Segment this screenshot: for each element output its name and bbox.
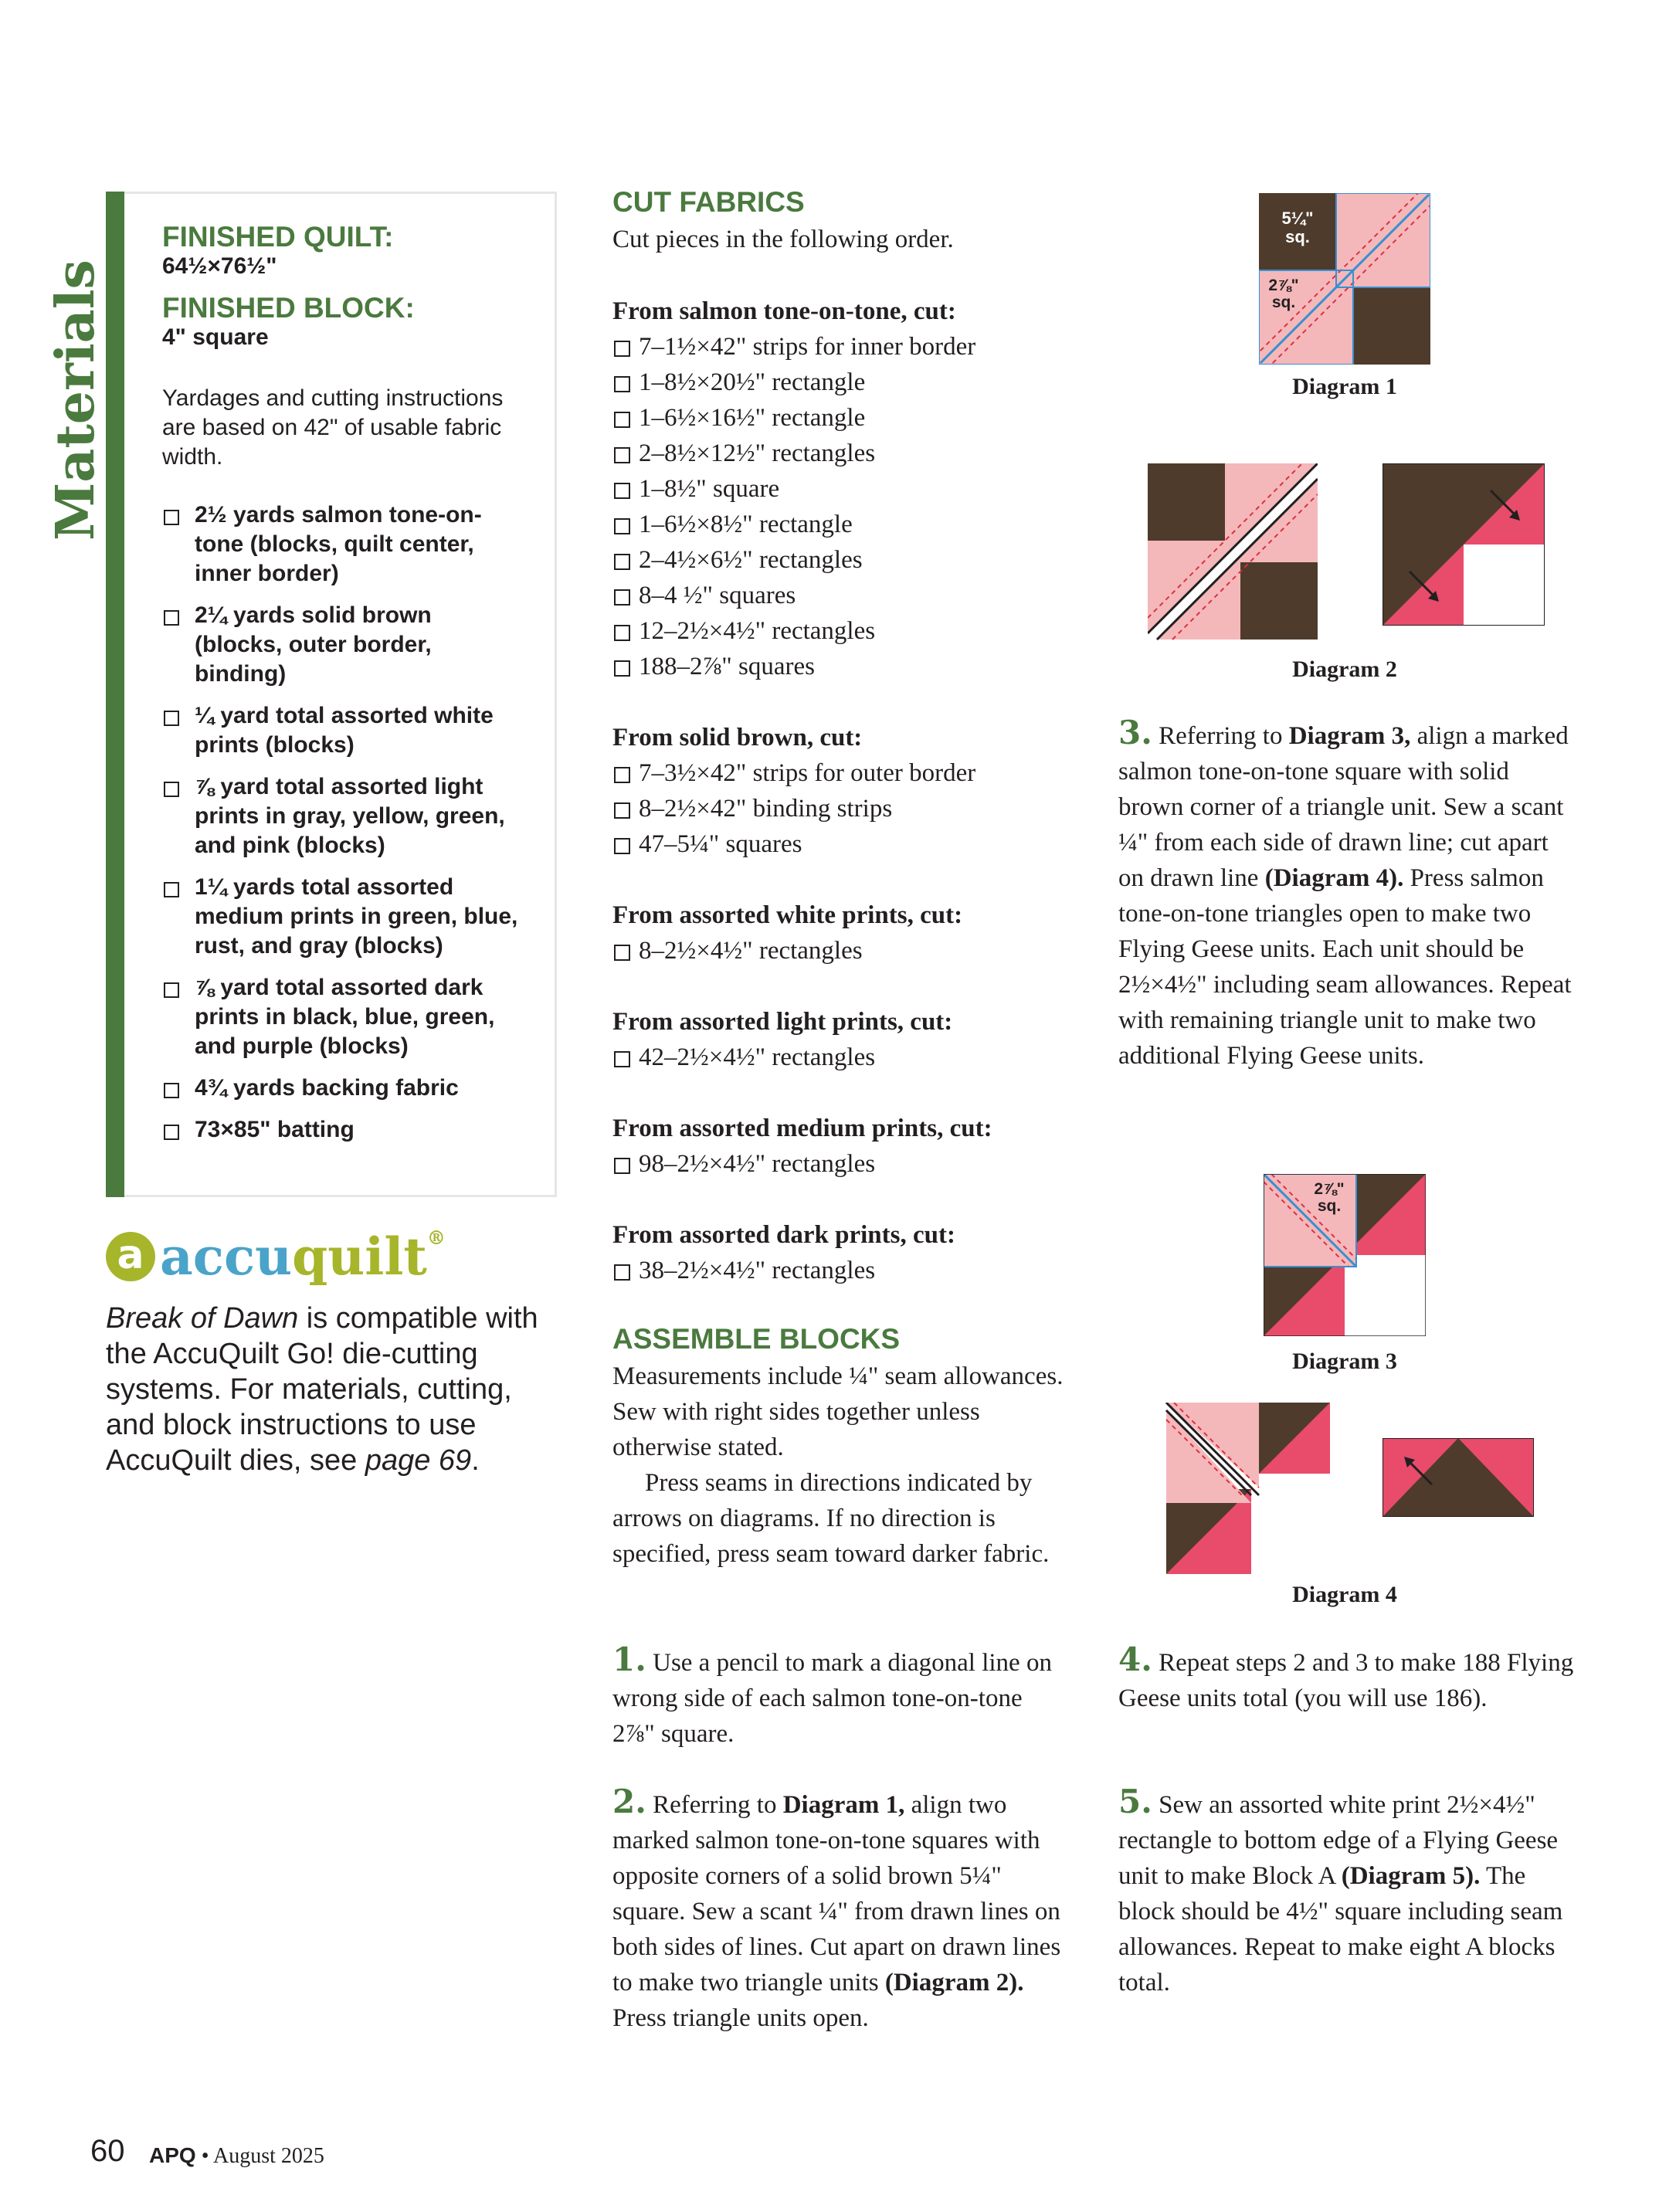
- diagram-2-right: [1382, 463, 1545, 626]
- accuquilt-wordmark-quilt: quilt: [292, 1226, 427, 1287]
- step-text: Press salmon tone-on-tone triangles open to make two Flying Geese units. Each unit should be 2½×4½" including seam allowances. Repeat with remaining triangle unit to make two additional Flying Geese units.: [1118, 864, 1572, 1070]
- materials-item: 2½ yards salmon tone-on-tone (blocks, quilt center, inner border): [162, 500, 525, 589]
- cut-list: [612, 1253, 1068, 1288]
- cut-group-title: From assorted light prints, cut:: [612, 1008, 953, 1036]
- accuquilt-note-end: .: [471, 1444, 480, 1477]
- materials-item: ¼ yard total assorted white prints (blocks): [162, 701, 525, 760]
- finished-block-value: 4" square: [162, 324, 269, 350]
- footer-magazine: [149, 2143, 324, 2169]
- finished-block-heading: FINISHED BLOCK:: [162, 292, 415, 324]
- step-number: 4.: [1118, 1640, 1152, 1678]
- diagram-1: [1259, 193, 1430, 365]
- square-sq: sq.: [1317, 1197, 1342, 1215]
- cut-item: 42–2½×4½" rectangles: [612, 1040, 1068, 1075]
- issue-date: August 2025: [212, 2144, 324, 2168]
- brown-patch: [1148, 463, 1225, 541]
- cut-fabrics-intro: Cut pieces in the following order.: [612, 226, 954, 253]
- cut-item: 2–8½×12½" rectangles: [612, 436, 1068, 471]
- cut-group-medium: [612, 1111, 1068, 1182]
- cut-item: 8–2½×4½" rectangles: [612, 933, 1068, 969]
- diagram-1-label: Diagram 1: [1292, 374, 1397, 399]
- step-text: The block should be 4½" square including seam allowances. Repeat to make eight A blocks total.: [1118, 1862, 1563, 1997]
- diagram-2-label: Diagram 2: [1292, 656, 1397, 682]
- accuquilt-logo: [106, 1226, 446, 1287]
- step-1: [612, 1642, 1068, 1752]
- step-4: [1118, 1642, 1574, 1716]
- cut-group-title: From solid brown, cut:: [612, 724, 863, 751]
- big-square-sq: sq.: [1285, 227, 1310, 246]
- cut-item: 188–2⅞" squares: [612, 649, 1068, 684]
- materials-item: 2¼ yards solid brown (blocks, outer border, binding): [162, 601, 525, 689]
- small-square-sq: sq.: [1271, 293, 1296, 311]
- accuquilt-note-text: is compatible with the AccuQuilt Go! die-cutting systems. For materials, cutting, and block instructions to use AccuQuilt dies, see: [106, 1302, 538, 1477]
- cut-item: 1–8½" square: [612, 471, 1068, 507]
- magazine-name: APQ: [149, 2143, 196, 2167]
- materials-accent-bar: [106, 192, 124, 1197]
- cut-list: [612, 1040, 1068, 1075]
- cut-item: 7–1½×42" strips for inner border: [612, 329, 1068, 365]
- square-size: 2⅞": [1314, 1180, 1345, 1198]
- cut-item: 1–6½×16½" rectangle: [612, 400, 1068, 436]
- page-reference: page 69: [365, 1444, 472, 1477]
- cut-list: [612, 1146, 1068, 1182]
- cut-item: 1–8½×20½" rectangle: [612, 365, 1068, 400]
- materials-title: Materials: [45, 260, 107, 541]
- diagram-4-label: Diagram 4: [1292, 1582, 1397, 1607]
- step-number: 5.: [1118, 1783, 1152, 1820]
- small-square-size: 2⅞": [1268, 276, 1299, 294]
- cut-list: [612, 755, 1068, 862]
- cut-item: 8–4 ½" squares: [612, 578, 1068, 613]
- brown-visible-bottom-right: [1353, 287, 1430, 365]
- cut-item: 1–6½×8½" rectangle: [612, 507, 1068, 542]
- cut-group-title: From assorted white prints, cut:: [612, 901, 963, 929]
- footer-bullet: •: [201, 2144, 209, 2168]
- step-text: align two marked salmon tone-on-tone squares with opposite corners of a solid brown 5¼" square. Sew a scant ¼" from drawn lines on both sides of lines. Cut apart on drawn lines to make two triangle units: [612, 1791, 1061, 1997]
- pattern-name: Break of Dawn: [106, 1302, 299, 1335]
- step-3: [1118, 715, 1574, 1074]
- cut-group-dark: [612, 1217, 1068, 1288]
- cut-item: 7–3½×42" strips for outer border: [612, 755, 1068, 791]
- cut-group-salmon: [612, 293, 1068, 684]
- cut-list: [612, 329, 1068, 684]
- step-number: 2.: [612, 1783, 646, 1820]
- finished-quilt-heading: FINISHED QUILT:: [162, 221, 394, 253]
- diagram-2-left: [1148, 463, 1318, 641]
- assemble-paragraph-2: Press seams in directions indicated by arrows on diagrams. If no direction is specified, press seam toward darker fabric.: [612, 1469, 1050, 1568]
- accuquilt-registered-mark: ®: [426, 1226, 446, 1249]
- accuquilt-wordmark-accu: accu: [160, 1226, 293, 1287]
- step-text: Repeat steps 2 and 3 to make 188 Flying Geese units total (you will use 186).: [1118, 1649, 1574, 1712]
- step-text: Press triangle units open.: [612, 2004, 869, 2032]
- diagram-reference: (Diagram 4).: [1264, 864, 1404, 892]
- cut-item: 8–2½×42" binding strips: [612, 791, 1068, 826]
- diagram-reference: (Diagram 5).: [1341, 1862, 1481, 1890]
- brown-triangle: [1382, 463, 1464, 545]
- step-text: align a marked salmon tone-on-tone square with solid brown corner of a triangle unit. Sew a scant ¼" from each side of drawn line; cut apart on drawn line: [1118, 722, 1569, 892]
- step-number: 1.: [612, 1640, 646, 1678]
- diagram-3: [1264, 1174, 1426, 1336]
- cut-item: 98–2½×4½" rectangles: [612, 1146, 1068, 1182]
- materials-intro: Yardages and cutting instructions are based on 42" of usable fabric width.: [162, 385, 504, 470]
- cut-item: 47–5¼" squares: [612, 826, 1068, 862]
- step-text: Referring to: [653, 1791, 783, 1819]
- diagram-4-left: [1159, 1403, 1330, 1574]
- finished-quilt-value: 64½×76½": [162, 253, 277, 279]
- cut-item: 12–2½×4½" rectangles: [612, 613, 1068, 649]
- cut-list: [612, 933, 1068, 969]
- diagram-reference: Diagram 3,: [1288, 722, 1411, 750]
- accuquilt-logo-icon: a: [106, 1232, 155, 1281]
- cut-group-title: From assorted medium prints, cut:: [612, 1114, 992, 1142]
- step-number: 3.: [1118, 714, 1152, 751]
- cut-item: 38–2½×4½" rectangles: [612, 1253, 1068, 1288]
- materials-item: ⅞ yard total assorted dark prints in black, blue, green, and purple (blocks): [162, 973, 525, 1061]
- materials-item: 73×85" batting: [162, 1115, 525, 1145]
- cut-group-brown: [612, 720, 1068, 862]
- cut-group-title: From assorted dark prints, cut:: [612, 1221, 955, 1249]
- page-number: 60: [90, 2134, 125, 2168]
- step-text: Sew an assorted white print 2½×4½" rectangle to bottom edge of a Flying Geese unit to make Block A: [1118, 1791, 1559, 1890]
- step-text: Referring to: [1159, 722, 1289, 750]
- cut-group-light: [612, 1004, 1068, 1075]
- step-2: [612, 1784, 1068, 2036]
- materials-list: [162, 500, 525, 1157]
- materials-item: 4¾ yards backing fabric: [162, 1074, 525, 1103]
- diagram-3-label: Diagram 3: [1292, 1349, 1397, 1374]
- accuquilt-note: [106, 1301, 538, 1478]
- assemble-heading: ASSEMBLE BLOCKS: [612, 1323, 901, 1355]
- materials-item: 1¼ yards total assorted medium prints in green, blue, rust, and gray (blocks): [162, 873, 525, 961]
- diagram-reference: (Diagram 2).: [884, 1969, 1024, 1997]
- assemble-paragraph-1: Measurements include ¼" seam allowances. Sew with right sides together unless otherwise stated.: [612, 1362, 1064, 1461]
- step-5: [1118, 1784, 1574, 2000]
- brown-patch: [1240, 562, 1318, 640]
- cut-group-white: [612, 897, 1068, 969]
- cut-group-title: From salmon tone-on-tone, cut:: [612, 297, 956, 325]
- cut-item: 2–4½×6½" rectangles: [612, 542, 1068, 578]
- big-square-size: 5¼": [1281, 209, 1314, 228]
- step-text: Use a pencil to mark a diagonal line on wrong side of each salmon tone-on-tone 2⅞" square.: [612, 1649, 1052, 1748]
- materials-item: ⅞ yard total assorted light prints in gray, yellow, green, and pink (blocks): [162, 772, 525, 860]
- cut-fabrics-heading: CUT FABRICS: [612, 186, 805, 218]
- diagram-reference: Diagram 1,: [782, 1791, 905, 1819]
- diagram-4-right: [1382, 1438, 1534, 1517]
- accuquilt-wordmark: [160, 1226, 446, 1287]
